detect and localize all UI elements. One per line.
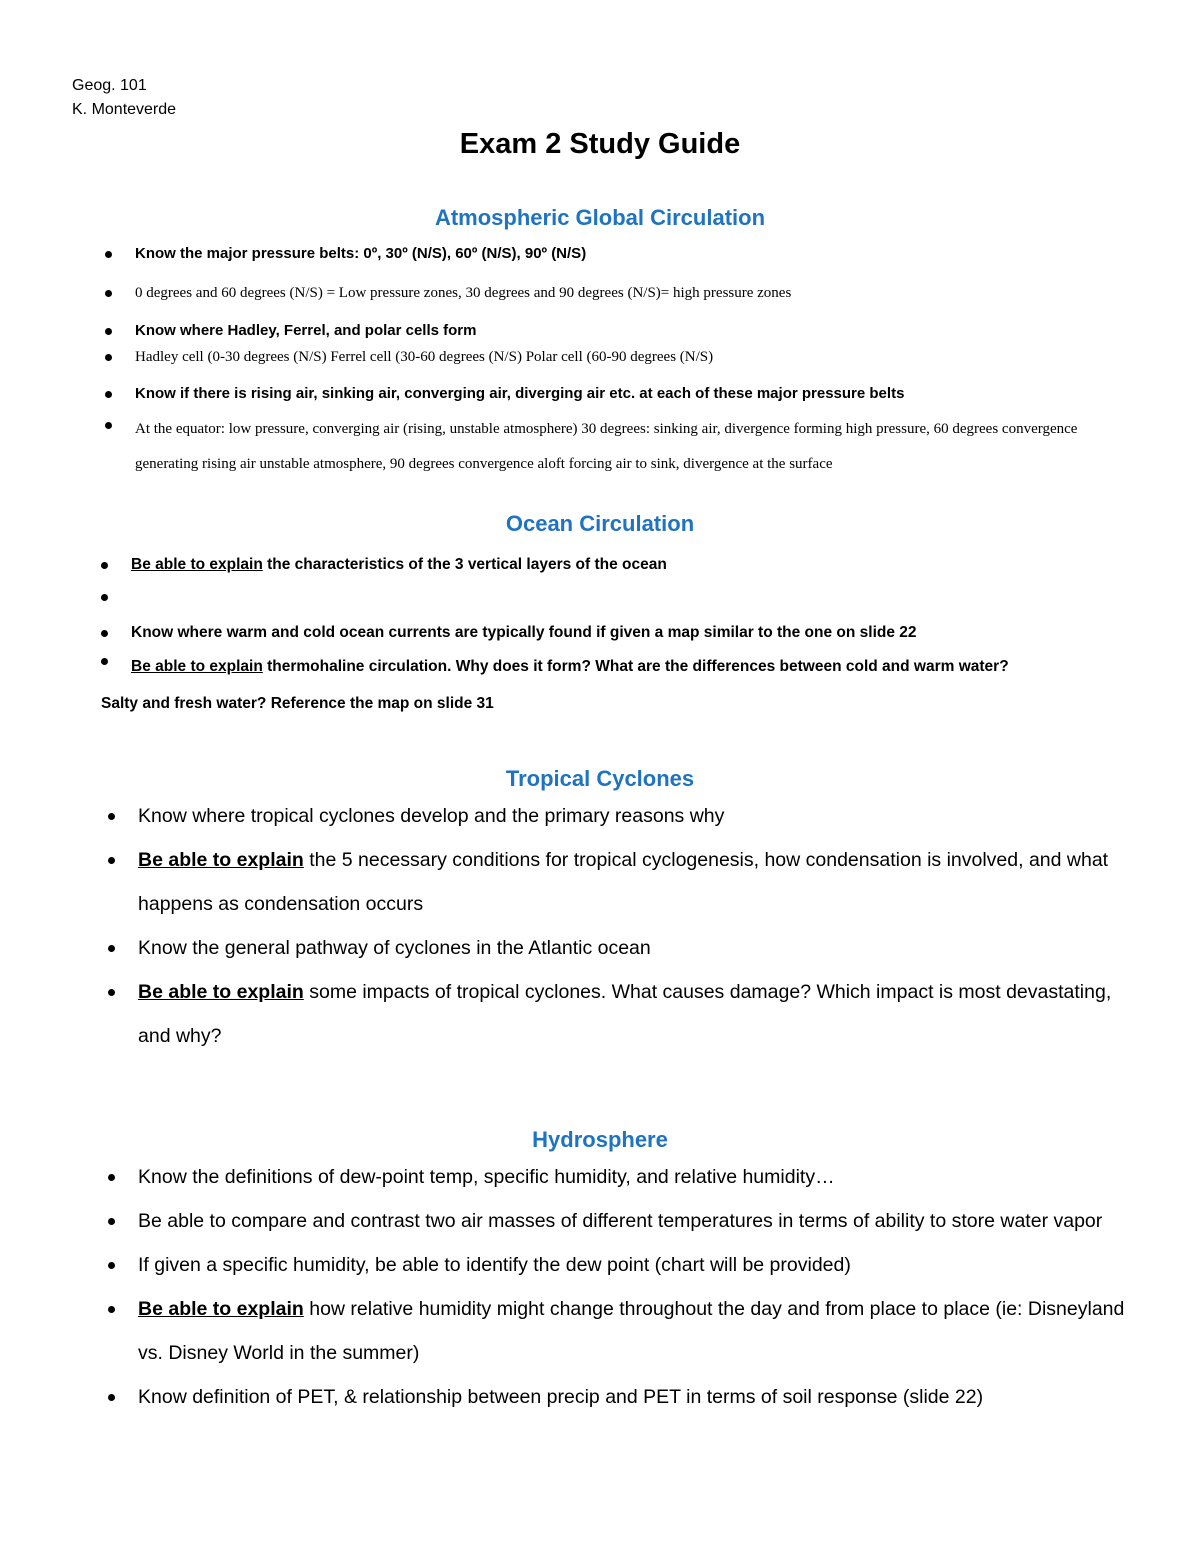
ocean-list [101, 552, 1141, 722]
item-text-line2: Salty and fresh water? Reference the map on slide 31 [101, 695, 494, 712]
list-item: Know definition of PET, & relationship between precip and PET in terms of soil response (slide 22) [108, 1375, 1148, 1419]
item-text: the 5 necessary conditions for tropical cyclogenesis, how condensation is involved, and what happens as condensation occurs [138, 849, 1109, 915]
hydrosphere-list [108, 1155, 1148, 1419]
heading-hydrosphere: Hydrosphere [532, 1127, 668, 1152]
item-text: thermohaline circulation. Why does it form? What are the differences between cold and warm water? [262, 658, 1009, 675]
list-item [108, 1287, 1148, 1375]
tropical-list [108, 794, 1148, 1058]
emphasis-text: Be able to explain [138, 1298, 304, 1320]
emphasis-text: Be able to explain [131, 556, 263, 573]
list-item [108, 838, 1148, 926]
list-item: Know if there is rising air, sinking air, converging air, diverging air etc. at each of these major pressure belts [105, 381, 1135, 407]
item-text: some impacts of tropical cyclones. What causes damage? Which impact is most devastating, and why? [138, 981, 1112, 1047]
list-item: Know the general pathway of cyclones in the Atlantic ocean [108, 926, 1148, 970]
list-item: At the equator: low pressure, converging air (rising, unstable atmosphere) 30 degrees: sinking air, divergence forming high pressure, 60 degrees convergence generating rising air unstable atmosphere, 90 degrees convergence aloft forcing air to sink, divergence at the surface [105, 412, 1135, 482]
heading-ocean: Ocean Circulation [505, 511, 695, 536]
course-label: Geog. 101 [72, 77, 147, 94]
item-text: the characteristics of the 3 vertical layers of the ocean [262, 556, 667, 573]
emphasis-text: Be able to explain [138, 981, 304, 1003]
list-item [101, 648, 1141, 722]
emphasis-text: Be able to explain [138, 849, 304, 871]
document-header [72, 74, 176, 122]
item-text: how relative humidity might change throughout the day and from place to place (ie: Disneyland vs. Disney World in the summer) [138, 1298, 1125, 1364]
list-item: Be able to compare and contrast two air masses of different temperatures in terms of ability to store water vapor [108, 1199, 1148, 1243]
list-item [108, 970, 1148, 1058]
list-item: Know the definitions of dew-point temp, specific humidity, and relative humidity… [108, 1155, 1148, 1199]
list-item: Know where warm and cold ocean currents are typically found if given a map similar to the one on slide 22 [101, 620, 1141, 646]
atmospheric-list [105, 241, 1135, 482]
list-item: Know the major pressure belts: 0º, 30º (N/S), 60º (N/S), 90º (N/S) [105, 241, 1135, 267]
list-item: Hadley cell (0-30 degrees (N/S) Ferrel cell (30-60 degrees (N/S) Polar cell (60-90 degrees (N/S) [105, 344, 1135, 370]
list-item [101, 552, 1141, 578]
instructor-name: K. Monteverde [72, 101, 177, 118]
list-item: Know where tropical cyclones develop and the primary reasons why [108, 794, 1148, 838]
list-item-empty [101, 584, 1141, 610]
list-item: Know where Hadley, Ferrel, and polar cells form [105, 318, 1135, 344]
list-item: 0 degrees and 60 degrees (N/S) = Low pressure zones, 30 degrees and 90 degrees (N/S)= high pressure zones [105, 280, 1135, 306]
heading-atmospheric: Atmospheric Global Circulation [434, 205, 766, 230]
page-title: Exam 2 Study Guide [459, 128, 741, 160]
emphasis-text: Be able to explain [131, 658, 263, 675]
list-item: If given a specific humidity, be able to identify the dew point (chart will be provided) [108, 1243, 1148, 1287]
heading-tropical: Tropical Cyclones [505, 766, 695, 791]
